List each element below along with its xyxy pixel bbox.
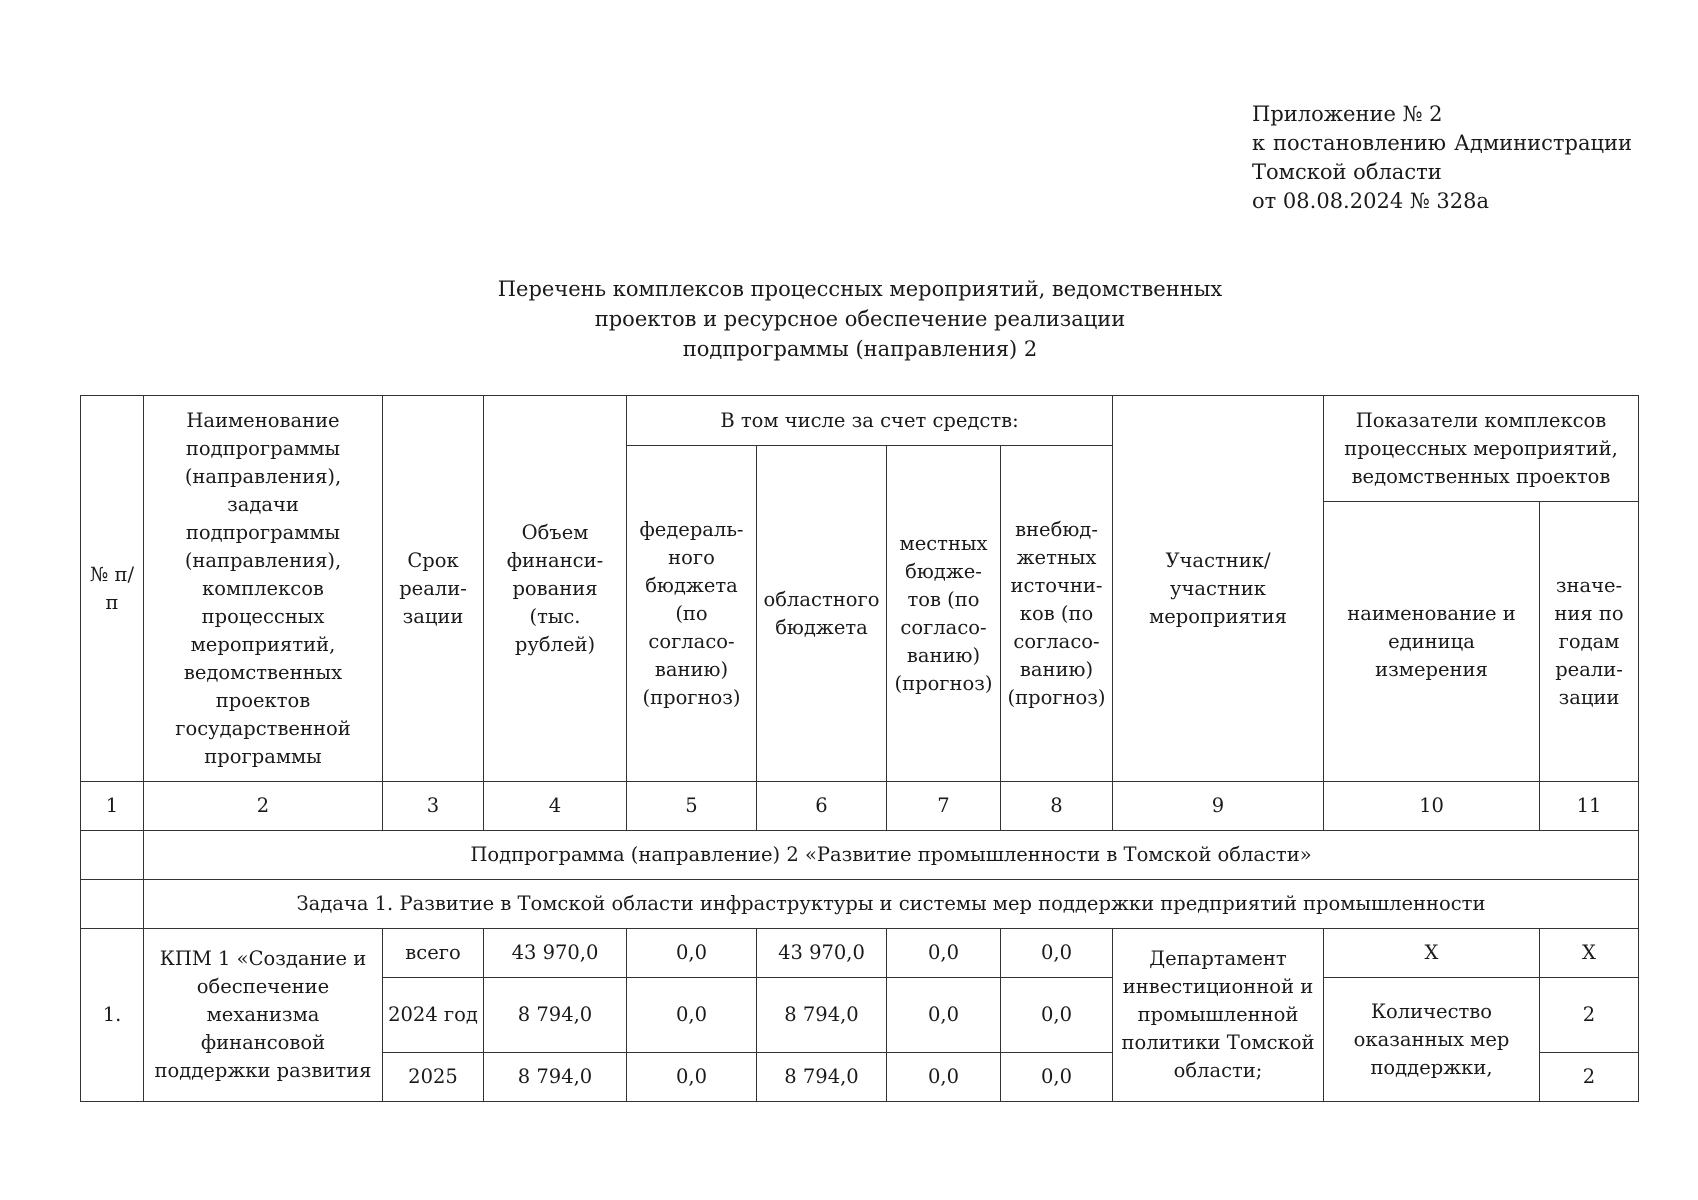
local-cell: 0,0 (887, 1053, 1001, 1102)
period-cell: 2025 (383, 1053, 484, 1102)
column-number: 1 (81, 782, 144, 831)
header-extra: внебюд-жетных источни-ков (по согласо-ванию) (прогноз) (1001, 446, 1113, 782)
column-number: 10 (1324, 782, 1540, 831)
header-indicator-name: наименование и единица измерения (1324, 502, 1540, 782)
indicator-name-cell: Количество оказанных мер поддержки, (1324, 978, 1540, 1102)
appendix-line-1: Приложение № 2 (1252, 102, 1443, 126)
title-line-2: проектов и ресурсное обеспечение реализации (594, 307, 1126, 331)
item-name: КПМ 1 «Создание и обеспечение механизма финансовой поддержки развития (144, 929, 383, 1102)
total-cell: 8 794,0 (484, 978, 627, 1053)
title-line-3: подпрограммы (направления) 2 (682, 337, 1038, 361)
extra-cell: 0,0 (1001, 978, 1113, 1053)
extra-cell: 0,0 (1001, 929, 1113, 978)
header-volume: Объем финанси-рования (тыс. рублей) (484, 396, 627, 782)
table-row (81, 929, 1639, 978)
subprogram-row (81, 831, 1639, 880)
total-cell: 43 970,0 (484, 929, 627, 978)
appendix-block (1252, 100, 1632, 216)
regional-cell: 8 794,0 (757, 978, 887, 1053)
appendix-line-2: к постановлению Администрации (1252, 131, 1632, 155)
header-local: местных бюдже-тов (по согласо-ванию) (прогноз) (887, 446, 1001, 782)
header-period: Срок реали-зации (383, 396, 484, 782)
column-number: 9 (1113, 782, 1324, 831)
total-cell: 8 794,0 (484, 1053, 627, 1102)
column-numbers-row (81, 782, 1639, 831)
header-participant: Участник/ участник мероприятия (1113, 396, 1324, 782)
local-cell: 0,0 (887, 978, 1001, 1053)
extra-cell: 0,0 (1001, 1053, 1113, 1102)
federal-cell: 0,0 (627, 929, 757, 978)
indicator-value-cell: 2 (1540, 1053, 1639, 1102)
title-line-1: Перечень комплексов процессных мероприятий, ведомственных (497, 277, 1223, 301)
empty-cell (81, 831, 144, 880)
local-cell: 0,0 (887, 929, 1001, 978)
participant-cell: Департамент инвестиционной и промышленной политики Томской области; (1113, 929, 1324, 1102)
header-row-1 (81, 396, 1639, 446)
header-indicator-values: значе-ния по годам реали-зации (1540, 502, 1639, 782)
empty-cell (81, 880, 144, 929)
column-number: 2 (144, 782, 383, 831)
column-number: 4 (484, 782, 627, 831)
header-name: Наименование подпрограммы (направления), задачи подпрограммы (направления), комплексов процессных мероприятий, ведомственных проектов государственной программы (144, 396, 383, 782)
header-federal: федераль-ного бюджета (по согласо-ванию) (прогноз) (627, 446, 757, 782)
document-title (380, 274, 1340, 364)
indicator-name-cell: X (1324, 929, 1540, 978)
task-title: Задача 1. Развитие в Томской области инфраструктуры и системы мер поддержки предприятий промышленности (144, 880, 1639, 929)
column-number: 3 (383, 782, 484, 831)
task-row (81, 880, 1639, 929)
column-number: 5 (627, 782, 757, 831)
column-number: 11 (1540, 782, 1639, 831)
program-table (80, 395, 1639, 1102)
column-number: 7 (887, 782, 1001, 831)
appendix-line-4: от 08.08.2024 № 328а (1252, 189, 1489, 213)
regional-cell: 43 970,0 (757, 929, 887, 978)
subprogram-title: Подпрограмма (направление) 2 «Развитие промышленности в Томской области» (144, 831, 1639, 880)
item-number: 1. (81, 929, 144, 1102)
period-cell: всего (383, 929, 484, 978)
header-number: № п/п (81, 396, 144, 782)
column-number: 8 (1001, 782, 1113, 831)
indicator-value-cell: 2 (1540, 978, 1639, 1053)
federal-cell: 0,0 (627, 978, 757, 1053)
indicator-value-cell: X (1540, 929, 1639, 978)
appendix-line-3: Томской области (1252, 160, 1442, 184)
regional-cell: 8 794,0 (757, 1053, 887, 1102)
column-number: 6 (757, 782, 887, 831)
header-regional: областного бюджета (757, 446, 887, 782)
federal-cell: 0,0 (627, 1053, 757, 1102)
header-indicators-group: Показатели комплексов процессных мероприятий, ведомственных проектов (1324, 396, 1639, 502)
header-funds-group: В том числе за счет средств: (627, 396, 1113, 446)
period-cell: 2024 год (383, 978, 484, 1053)
